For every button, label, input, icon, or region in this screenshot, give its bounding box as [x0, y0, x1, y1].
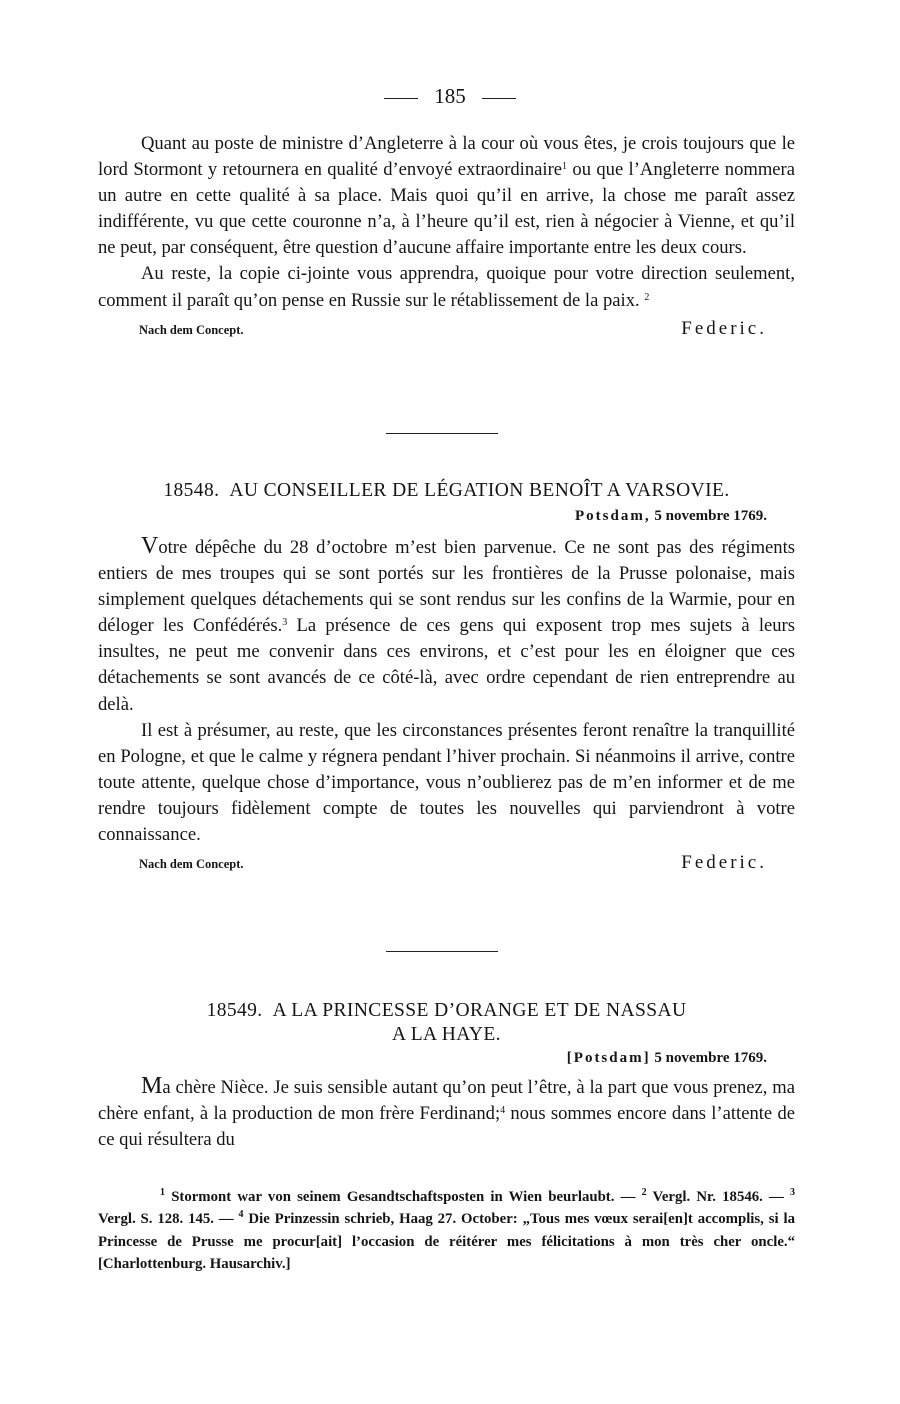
dateline-date: 5 novembre 1769. — [654, 508, 767, 524]
page-number: 185 — [434, 84, 466, 108]
paragraph: Votre dépêche du 28 d’octobre m’est bien parvenue. Ce ne sont pas des régiments entiers de mes troupes qui se sont portés sur les frontières de la Prusse polonaise, mais simplement quelques détachements qui se sont rendus sur les confins de la Warmie, pour en déloger les Confédérés.$^3$ La présence de ces gens qui exposent trop mes sujets à leurs insultes, ne peut me convenir dans ces environs, et c’est pour les en éloigner que ces détachements se sont avancés de ce côté-là, avec ordre cependant de rien entreprendre au delà. — [98, 533, 795, 715]
letter-heading — [98, 480, 795, 502]
header-dash-left — [384, 98, 418, 99]
section-divider — [98, 433, 795, 434]
signature: Federic. — [681, 317, 767, 339]
footnote-mark-3: 3 — [790, 1187, 795, 1198]
footnote-ref-1: 1 — [562, 161, 568, 173]
footnote-ref-4: 4 — [500, 1105, 506, 1117]
letter-18548 — [98, 480, 795, 874]
letter-number: 18548. — [163, 480, 220, 501]
initial-letter: M — [141, 1073, 163, 1099]
footnotes — [98, 1186, 795, 1276]
footnote-4: Die Prinzessin schrieb, Haag 27. October: „Tous mes vœux serai[en]t accomplis, si la Princesse de Prusse me procur[ait] l’occasion de réitérer mes félicitations à mon très cher oncle.“ [Charlottenburg. Hausarchiv.] — [98, 1211, 795, 1273]
footnote-mark-4: 4 — [238, 1209, 244, 1221]
source-note: Nach dem Concept. — [139, 322, 244, 337]
closing-row — [98, 318, 795, 340]
section-divider — [98, 951, 795, 952]
dateline-place: Potsdam, — [575, 508, 651, 524]
dateline-date: 5 novembre 1769. — [654, 1050, 767, 1066]
footnote-3: Vergl. S. 128. 145. — — [98, 1211, 234, 1228]
footnote-1: Stormont war von seinem Gesandtschaftsposten in Wien beurlaubt. — — [171, 1189, 636, 1205]
letter-title: A LA PRINCESSE D’ORANGE ET DE NASSAU — [272, 1000, 687, 1021]
footnote-2: Vergl. Nr. 18546. — — [652, 1189, 784, 1205]
footnote-mark-1: 1 — [160, 1187, 165, 1198]
dateline-place: [Potsdam] — [566, 1050, 651, 1066]
footnote-mark-2: 2 — [641, 1187, 647, 1198]
dateline — [98, 1050, 795, 1067]
paragraph: Quant au poste de ministre d’Angleterre à la cour où vous êtes, je crois toujours que le lord Stormont y retournera en qualité d’envoyé extraordinaire$^1$ ou que l’Angleterre nommera un autre en cette qualité à sa place. Mais quoi qu’il en arrive, la chose me paraît assez indifférente, vu que cette couronne n’a, à l’heure qu’il est, rien à négocier à Vienne, et qu’il ne peut, par conséquent, être question d’aucune affaire importante entre les deux cours. — [98, 133, 795, 259]
signature: Federic. — [681, 852, 767, 874]
footnote-ref-2: 2 — [644, 291, 650, 303]
page-header — [0, 84, 900, 109]
source-note: Nach dem Concept. — [139, 857, 244, 872]
initial-letter: V — [141, 533, 159, 559]
footnote-ref-3: 3 — [282, 617, 288, 629]
letter-title: AU CONSEILLER DE LÉGATION BENOÎT A VARSOVIE. — [229, 480, 730, 501]
header-dash-right — [482, 98, 516, 99]
paragraph: Il est à présumer, au reste, que les circonstances présentes feront renaître la tranquillité en Pologne, et que le calme y régnera pendant l’hiver prochain. Si néanmoins il arrive, contre toute attente, quelque chose d’importance, vous n’oublierez pas de m’en informer et de me rendre toujours fidèlement compte de toutes les nouvelles qui parviendront à votre connaissance. — [98, 719, 795, 846]
previous-letter-end — [98, 131, 795, 340]
letter-18549 — [98, 1000, 795, 1153]
closing-row — [98, 852, 795, 874]
letter-title-line-2: A LA HAYE. — [392, 1024, 501, 1045]
dateline — [98, 508, 795, 525]
paragraph: Au reste, la copie ci-jointe vous apprendra, quoique pour votre direction seulement, comment il paraît qu’on pense en Russie sur le rétablissement de la paix. $^2$ — [98, 263, 795, 311]
letter-number: 18549. — [206, 1000, 263, 1021]
paragraph: Ma chère Nièce. Je suis sensible autant qu’on peut l’être, à la part que vous prenez, ma chère enfant, à la production de mon frère Ferdinand;$^4$ nous sommes encore dans l’attente de ce qui résultera du — [98, 1073, 796, 1151]
letter-heading — [98, 1000, 795, 1022]
